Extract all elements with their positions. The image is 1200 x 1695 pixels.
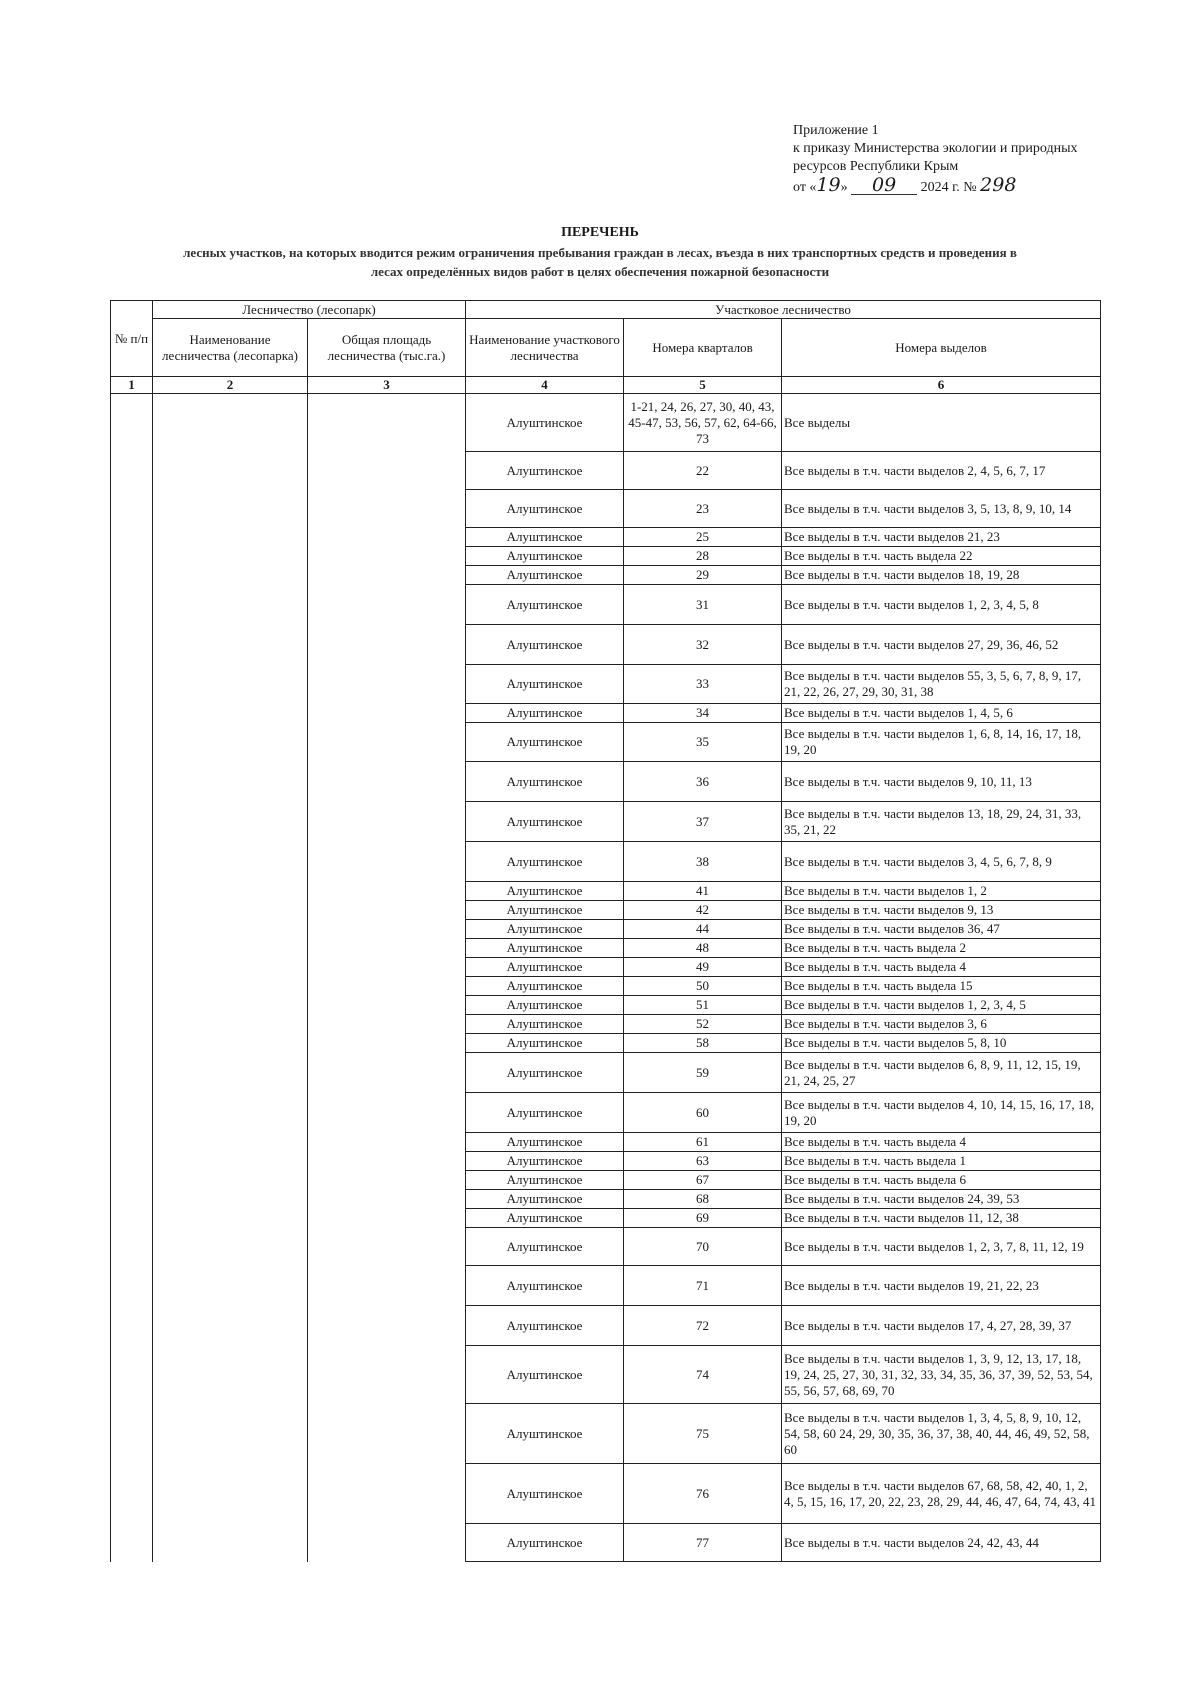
quarters-cell: 71 [624,1266,782,1306]
col-num-2: 2 [153,377,308,394]
plots-cell: Все выделы в т.ч. части выделов 19, 21, 22, 23 [782,1266,1101,1306]
plots-cell: Все выделы в т.ч. части выделов 6, 8, 9, 11, 12, 15, 19, 21, 24, 25, 27 [782,1053,1101,1093]
quarters-cell: 34 [624,704,782,723]
district-cell: Алуштинское [466,1093,624,1133]
plots-cell: Все выделы в т.ч. части выделов 1, 2, 3, 4, 5 [782,996,1101,1015]
plots-cell: Все выделы в т.ч. часть выдела 4 [782,958,1101,977]
date-day: 19 [816,174,841,196]
quarters-cell: 61 [624,1133,782,1152]
district-cell: Алуштинское [466,1171,624,1190]
plots-cell: Все выделы в т.ч. части выделов 55, 3, 5, 6, 7, 8, 9, 17, 21, 22, 26, 27, 29, 30, 31, 38 [782,665,1101,704]
plots-cell: Все выделы в т.ч. части выделов 1, 3, 9, 12, 13, 17, 18, 19, 24, 25, 27, 30, 31, 32, 33, 34, 35, 36, 37, 39, 52, 53, 54, 55, 56, 57, 68, 69, 70 [782,1346,1101,1404]
appendix-line-3: ресурсов Республики Крым [793,159,959,174]
document-title: ПЕРЕЧЕНЬ [561,225,639,240]
col-num-4: 4 [466,377,624,394]
district-cell: Алуштинское [466,452,624,490]
plots-cell: Все выделы в т.ч. части выделов 24, 39, 53 [782,1190,1101,1209]
header-group-district: Участковое лесничество [466,301,1101,319]
quarters-cell: 69 [624,1209,782,1228]
district-cell: Алуштинское [466,704,624,723]
col-num-5: 5 [624,377,782,394]
plots-cell: Все выделы в т.ч. части выделов 3, 5, 13, 8, 9, 10, 14 [782,490,1101,528]
quarters-cell: 51 [624,996,782,1015]
plots-cell: Все выделы в т.ч. части выделов 5, 8, 10 [782,1034,1101,1053]
quarters-cell: 1-21, 24, 26, 27, 30, 40, 43, 45-47, 53, 56, 57, 62, 64-66, 73 [624,394,782,452]
plots-cell: Все выделы в т.ч. части выделов 1, 3, 4, 5, 8, 9, 10, 12, 54, 58, 60 24, 29, 30, 35, 36, 37, 38, 40, 44, 46, 49, 52, 58, 60 [782,1404,1101,1464]
column-number-row [111,377,1101,394]
plots-cell: Все выделы в т.ч. часть выдела 6 [782,1171,1101,1190]
appendix-block [793,122,1153,197]
plots-cell: Все выделы в т.ч. части выделов 67, 68, 58, 42, 40, 1, 2, 4, 5, 15, 16, 17, 20, 22, 23, 28, 29, 44, 46, 47, 64, 74, 43, 41 [782,1464,1101,1524]
plots-cell: Все выделы в т.ч. часть выдела 2 [782,939,1101,958]
plots-cell: Все выделы в т.ч. часть выдела 22 [782,547,1101,566]
district-cell: Алуштинское [466,394,624,452]
plots-cell: Все выделы в т.ч. части выделов 1, 4, 5, 6 [782,704,1101,723]
plots-cell: Все выделы в т.ч. части выделов 9, 10, 11, 13 [782,762,1101,802]
plots-cell: Все выделы в т.ч. части выделов 27, 29, 36, 46, 52 [782,625,1101,665]
document-subtitle [120,243,1080,281]
col-num-1: 1 [111,377,153,394]
quarters-cell: 22 [624,452,782,490]
quarters-cell: 37 [624,802,782,842]
district-cell: Алуштинское [466,665,624,704]
quarters-cell: 49 [624,958,782,977]
quarters-cell: 52 [624,1015,782,1034]
header-group-row [111,301,1101,319]
district-cell: Алуштинское [466,528,624,547]
header-district-name: Наименование участкового лесничества [466,319,624,377]
district-cell: Алуштинское [466,1190,624,1209]
plots-cell: Все выделы в т.ч. часть выдела 15 [782,977,1101,996]
quarters-cell: 41 [624,882,782,901]
plots-cell: Все выделы в т.ч. части выделов 1, 6, 8, 14, 16, 17, 18, 19, 20 [782,723,1101,762]
order-number: 298 [980,174,1017,196]
subtitle-line-2: лесах определённых видов работ в целях обеспечения пожарной безопасности [370,264,830,279]
blank-num-cell [111,394,153,1562]
district-cell: Алуштинское [466,1034,624,1053]
appendix-line-2: к приказу Министерства экологии и природных [793,141,1078,156]
forest-plots-table [110,300,1101,1562]
district-cell: Алуштинское [466,958,624,977]
plots-cell: Все выделы в т.ч. части выделов 2, 4, 5, 6, 7, 17 [782,452,1101,490]
quarters-cell: 76 [624,1464,782,1524]
plots-cell: Все выделы [782,394,1101,452]
quarters-cell: 67 [624,1171,782,1190]
quarters-cell: 75 [624,1404,782,1464]
header-forestry-name: Наименование лесничества (лесопарка) [153,319,308,377]
header-columns-row [111,319,1101,377]
plots-cell: Все выделы в т.ч. части выделов 3, 4, 5, 6, 7, 8, 9 [782,842,1101,882]
district-cell: Алуштинское [466,1228,624,1266]
quarters-cell: 63 [624,1152,782,1171]
quarters-cell: 38 [624,842,782,882]
district-cell: Алуштинское [466,1209,624,1228]
blank-forestry-area-cell [308,394,466,1562]
plots-cell: Все выделы в т.ч. части выделов 9, 13 [782,901,1101,920]
quarters-cell: 48 [624,939,782,958]
district-cell: Алуштинское [466,547,624,566]
plots-cell: Все выделы в т.ч. часть выдела 1 [782,1152,1101,1171]
quarters-cell: 32 [624,625,782,665]
header-forestry-area: Общая площадь лесничества (тыс.га.) [308,319,466,377]
quarters-cell: 58 [624,1034,782,1053]
district-cell: Алуштинское [466,1524,624,1562]
district-cell: Алуштинское [466,625,624,665]
quarters-cell: 68 [624,1190,782,1209]
quarters-cell: 74 [624,1346,782,1404]
quarters-cell: 59 [624,1053,782,1093]
quarters-cell: 44 [624,920,782,939]
date-year: 2024 г. № [920,180,977,195]
plots-cell: Все выделы в т.ч. части выделов 11, 12, 38 [782,1209,1101,1228]
district-cell: Алуштинское [466,939,624,958]
quarters-cell: 33 [624,665,782,704]
plots-cell: Все выделы в т.ч. части выделов 1, 2, 3, 7, 8, 11, 12, 19 [782,1228,1101,1266]
quarters-cell: 31 [624,585,782,625]
date-prefix: от « [793,180,817,195]
district-cell: Алуштинское [466,920,624,939]
plots-cell: Все выделы в т.ч. части выделов 3, 6 [782,1015,1101,1034]
date-month: 09 [851,176,917,195]
district-cell: Алуштинское [466,1015,624,1034]
col-num-6: 6 [782,377,1101,394]
plots-cell: Все выделы в т.ч. части выделов 17, 4, 27, 28, 39, 37 [782,1306,1101,1346]
plots-cell: Все выделы в т.ч. части выделов 21, 23 [782,528,1101,547]
quarters-cell: 77 [624,1524,782,1562]
district-cell: Алуштинское [466,1464,624,1524]
subtitle-line-1: лесных участков, на которых вводится режим ограничения пребывания граждан в лесах, въезда в них транспортных средств и проведения в [183,245,1017,260]
plots-cell: Все выделы в т.ч. части выделов 36, 47 [782,920,1101,939]
plots-cell: Все выделы в т.ч. части выделов 4, 10, 14, 15, 16, 17, 18, 19, 20 [782,1093,1101,1133]
plots-cell: Все выделы в т.ч. часть выдела 4 [782,1133,1101,1152]
quarters-cell: 28 [624,547,782,566]
district-cell: Алуштинское [466,1053,624,1093]
plots-cell: Все выделы в т.ч. части выделов 1, 2, 3, 4, 5, 8 [782,585,1101,625]
district-cell: Алуштинское [466,566,624,585]
district-cell: Алуштинское [466,490,624,528]
quarters-cell: 42 [624,901,782,920]
header-num: № п/п [111,301,153,377]
appendix-line-1: Приложение 1 [793,123,879,138]
plots-cell: Все выделы в т.ч. части выделов 24, 42, 43, 44 [782,1524,1101,1562]
district-cell: Алуштинское [466,977,624,996]
col-num-3: 3 [308,377,466,394]
date-mid: » [840,180,848,195]
quarters-cell: 35 [624,723,782,762]
district-cell: Алуштинское [466,762,624,802]
plots-cell: Все выделы в т.ч. части выделов 13, 18, 29, 24, 31, 33, 35, 21, 22 [782,802,1101,842]
district-cell: Алуштинское [466,1306,624,1346]
district-cell: Алуштинское [466,842,624,882]
blank-forestry-name-cell [153,394,308,1562]
district-cell: Алуштинское [466,723,624,762]
plots-cell: Все выделы в т.ч. части выделов 18, 19, 28 [782,566,1101,585]
district-cell: Алуштинское [466,1266,624,1306]
quarters-cell: 70 [624,1228,782,1266]
quarters-cell: 23 [624,490,782,528]
district-cell: Алуштинское [466,901,624,920]
header-plots: Номера выделов [782,319,1101,377]
district-cell: Алуштинское [466,1133,624,1152]
quarters-cell: 60 [624,1093,782,1133]
quarters-cell: 50 [624,977,782,996]
header-group-forestry: Лесничество (лесопарк) [153,301,466,319]
quarters-cell: 29 [624,566,782,585]
district-cell: Алуштинское [466,1346,624,1404]
district-cell: Алуштинское [466,996,624,1015]
quarters-cell: 72 [624,1306,782,1346]
header-quarters: Номера кварталов [624,319,782,377]
district-cell: Алуштинское [466,585,624,625]
district-cell: Алуштинское [466,882,624,901]
appendix-date-line [793,176,1153,197]
district-cell: Алуштинское [466,1404,624,1464]
plots-cell: Все выделы в т.ч. части выделов 1, 2 [782,882,1101,901]
table-row [111,394,1101,452]
district-cell: Алуштинское [466,1152,624,1171]
quarters-cell: 25 [624,528,782,547]
district-cell: Алуштинское [466,802,624,842]
quarters-cell: 36 [624,762,782,802]
